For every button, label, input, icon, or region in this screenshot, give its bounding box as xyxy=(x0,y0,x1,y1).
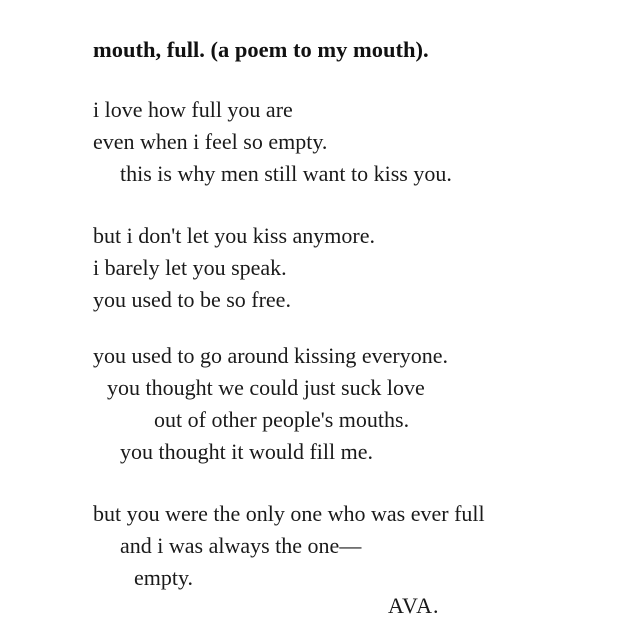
poem-line: and i was always the one— xyxy=(120,533,362,558)
poem-line: i love how full you are xyxy=(93,97,293,122)
poem-line: this is why men still want to kiss you. xyxy=(120,161,452,186)
poem-line: out of other people's mouths. xyxy=(154,407,410,432)
author-signature: AVA. xyxy=(388,593,440,618)
poem-line: even when i feel so empty. xyxy=(93,129,328,154)
poem-title: mouth, full. (a poem to my mouth). xyxy=(93,37,429,62)
poem-line: but you were the only one who was ever full xyxy=(93,501,485,526)
poem-line: you used to be so free. xyxy=(93,287,291,312)
poem-line: you thought it would fill me. xyxy=(120,439,373,464)
poem-line: but i don't let you kiss anymore. xyxy=(93,223,375,248)
poem-line: you used to go around kissing everyone. xyxy=(93,343,448,368)
poem-line: empty. xyxy=(134,565,194,590)
poem-line: i barely let you speak. xyxy=(93,255,287,280)
poem-line: you thought we could just suck love xyxy=(107,375,425,400)
